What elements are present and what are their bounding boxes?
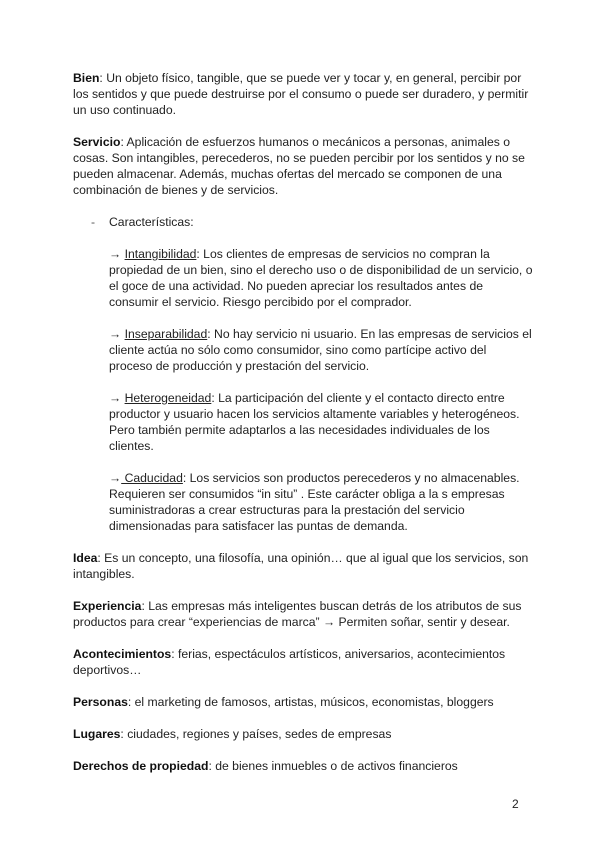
arrow-icon: →: [109, 391, 122, 405]
page-number: 2: [512, 797, 519, 811]
term: Experiencia: [73, 599, 142, 613]
definition-idea: [73, 550, 533, 582]
heading-text: Características:: [109, 215, 194, 229]
characteristic-text: : Los clientes de empresas de servicios no compran la propiedad de un bien, sino el derecho uso o de disponibilidad de un servicio, o el goce de una actividad. No pueden apreciar los resultados antes de consumir el servicio. Riesgo percibido por el comprador.: [109, 247, 533, 309]
arrow-icon: →: [109, 247, 122, 261]
definition-text: : Un objeto físico, tangible, que se puede ver y tocar y, en general, percibir por los sentidos y que puede destruirse por el consumo o puede ser duradero, y permitir un uso continuado.: [73, 71, 529, 117]
definition-text: : Es un concepto, una filosofía, una opinión… que al igual que los servicios, son intangibles.: [73, 551, 529, 581]
definition-experiencia: [73, 598, 533, 630]
arrow-icon: →: [109, 471, 122, 485]
definition-derechos-de-propiedad: [73, 758, 533, 774]
definition-text: : ciudades, regiones y países, sedes de empresas: [120, 727, 392, 741]
term: Acontecimientos: [73, 647, 172, 661]
definition-acontecimientos: [73, 646, 533, 678]
definition-text: : Las empresas más inteligentes buscan detrás de los atributos de sus productos para crear “experiencias de marca” → Permiten soñar, sentir y desear.: [73, 599, 522, 629]
definition-bien: [73, 70, 533, 118]
bullet-dash: -: [91, 215, 96, 229]
characteristic-name: Caducidad: [121, 471, 183, 485]
term: Derechos de propiedad: [73, 759, 209, 773]
characteristic-inseparabilidad: [109, 326, 533, 374]
definition-text: : el marketing de famosos, artistas, músicos, economistas, bloggers: [127, 695, 494, 709]
arrow-icon: →: [109, 327, 122, 341]
page-content: [73, 70, 533, 790]
characteristic-caducidad: [109, 470, 533, 534]
term: Lugares: [73, 727, 121, 741]
characteristic-name: Intangibilidad: [124, 247, 197, 261]
definition-personas: [73, 694, 533, 710]
definition-text: : ferias, espectáculos artísticos, aniversarios, acontecimientos deportivos…: [73, 647, 506, 677]
characteristic-intangibilidad: [109, 246, 533, 310]
definition-text: : de bienes inmuebles o de activos financieros: [208, 759, 458, 773]
term: Bien: [73, 71, 100, 85]
term: Servicio: [73, 135, 121, 149]
definition-text: : Aplicación de esfuerzos humanos o mecánicos a personas, animales o cosas. Son intangibles, perecederos, no se pueden percibir por los sentidos y no se pueden almacenar. Además, muchas ofertas del mercado se componen de una combinación de bienes y de servicios.: [73, 135, 525, 197]
characteristic-name: Inseparabilidad: [124, 327, 208, 341]
definition-lugares: [73, 726, 533, 742]
characteristic-text: : La participación del cliente y el contacto directo entre productor y usuario hacen los servicios altamente variables y heterogéneos. Pero también permite adaptarlos a las necesidades individuales de los clientes.: [109, 391, 520, 453]
characteristic-text: : Los servicios son productos perecederos y no almacenables. Requieren ser consumidos “in situ” . Este carácter obliga a la s empresas suministradoras a crear estructuras para la prestación del servicio dimensionadas para satisfacer las puntas de demanda.: [109, 471, 520, 533]
characteristic-text: : No hay servicio ni usuario. En las empresas de servicios el cliente actúa no sólo como consumidor, sino como partícipe activo del proceso de producción y prestación del servicio.: [109, 327, 532, 373]
characteristic-name: Heterogeneidad: [124, 391, 212, 405]
characteristics-heading: [91, 214, 533, 230]
term: Personas: [73, 695, 128, 709]
term: Idea: [73, 551, 98, 565]
definition-servicio: [73, 134, 533, 198]
characteristic-heterogeneidad: [109, 390, 533, 454]
